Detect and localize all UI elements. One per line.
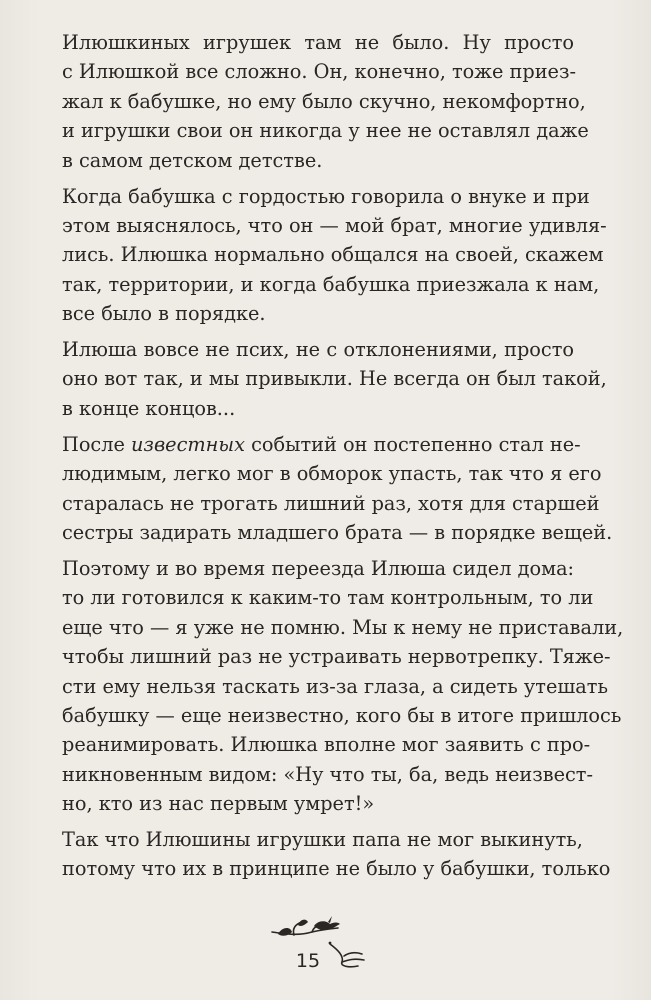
body-text xyxy=(62,28,624,890)
text-line: никновенным видом: «Ну что ты, ба, ведь неизвест- xyxy=(62,762,593,786)
text-line: Когда бабушка с гордостью говорила о внуке и при xyxy=(62,184,590,208)
paragraph-1 xyxy=(62,28,589,175)
paragraph-3 xyxy=(62,335,607,423)
text-line: чтобы лишний раз не устраивать нервотрепку. Тяже- xyxy=(62,645,611,669)
text-line: Илюша вовсе не псих, не с отклонениями, просто xyxy=(62,338,574,362)
page-number: 15 xyxy=(295,950,321,972)
text-line xyxy=(62,430,581,459)
text-line: то ли готовился к каким-то там контрольным, то ли xyxy=(62,586,594,610)
italic-emphasis: известных xyxy=(131,432,245,456)
text-line: жал к бабушке, но ему было скучно, некомфортно, xyxy=(62,89,586,113)
text-line: сестры задирать младшего брата — в порядке вещей. xyxy=(62,521,613,544)
text-line: но, кто из нас первым умрет!» xyxy=(62,792,375,816)
text-fragment: После xyxy=(62,432,132,456)
text-line: и игрушки свои он никогда у нее не оставлял даже xyxy=(62,119,589,143)
text-line: так, территории, и когда бабушка приезжала к нам, xyxy=(62,272,600,296)
text-line: старалась не трогать лишний раз, хотя для старшей xyxy=(62,491,600,515)
paragraph-5 xyxy=(62,554,624,819)
text-line: Так что Илюшины игрушки папа не мог выкинуть, xyxy=(62,828,583,852)
paragraph-4 xyxy=(62,430,613,548)
text-line: потому что их в принципе не было у бабушки, только xyxy=(62,857,611,881)
text-line: людимым, легко мог в обморок упасть, так что я его xyxy=(62,462,602,486)
branch-with-bird-icon xyxy=(268,912,368,984)
text-line: лись. Илюшка нормально общался на своей, скажем xyxy=(62,243,604,267)
text-line: Илюшкиных игрушек там не было. Ну просто xyxy=(62,31,574,54)
text-line: этом выяснялось, что он — мой брат, многие удивля- xyxy=(62,213,607,237)
text-line: с Илюшкой все сложно. Он, конечно, тоже приез- xyxy=(62,60,576,84)
text-line: все было в порядке. xyxy=(62,302,266,326)
text-line: Поэтому и во время переезда Илюша сидел дома: xyxy=(62,556,575,580)
text-line: в самом детском детстве. xyxy=(62,148,323,172)
paragraph-6 xyxy=(62,825,611,884)
text-fragment: событий он постепенно стал не- xyxy=(244,432,581,456)
text-line: оно вот так, и мы привыкли. Не всегда он был такой, xyxy=(62,367,607,391)
text-line: еще что — я уже не помню. Мы к нему не приставали, xyxy=(62,615,624,639)
text-line: бабушку — еще неизвестно, кого бы в итоге пришлось xyxy=(62,703,622,727)
text-line: реанимировать. Илюшка вполне мог заявить с про- xyxy=(62,733,591,757)
text-line: сти ему нельзя таскать из-за глаза, а сидеть утешать xyxy=(62,674,608,698)
text-line: в конце концов... xyxy=(62,396,236,420)
paragraph-2 xyxy=(62,182,607,329)
